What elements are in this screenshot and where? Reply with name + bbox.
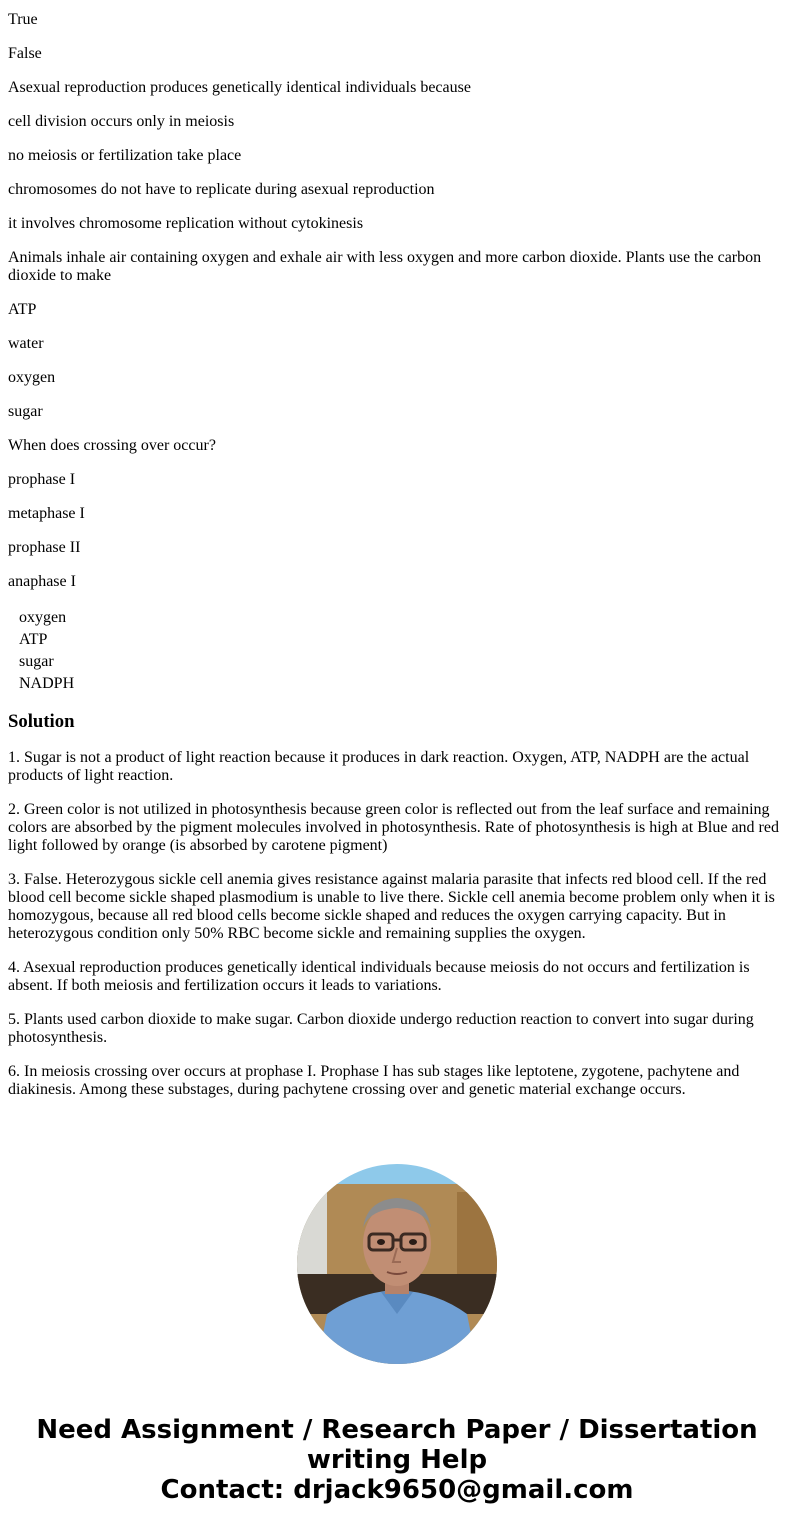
option-item: NADPH: [19, 675, 75, 692]
footer-banner: [0, 1415, 794, 1505]
option-list: [8, 607, 786, 695]
question-line: Animals inhale air containing oxygen and exhale air with less oxygen and more carbon dioxide. Plants use the carbon dioxide to make: [8, 249, 762, 284]
question-line: water: [8, 335, 44, 352]
question-line: ATP: [8, 301, 37, 318]
footer-contact-text: Contact: drjack9650@gmail.com: [160, 1475, 634, 1505]
solution-paragraph: 2. Green color is not utilized in photosynthesis because green color is reflected out from the leaf surface and remaining colors are absorbed by the pigment molecules involved in photosynthesis. Rate of photosynthesis is high at Blue and red light followed by orange (is absorbed by carotene pigment): [8, 801, 779, 854]
solution-paragraph: 1. Sugar is not a product of light reaction because it produces in dark reaction. Oxygen, ATP, NADPH are the actual products of light reaction.: [8, 749, 750, 784]
solution-paragraph: 6. In meiosis crossing over occurs at prophase I. Prophase I has sub stages like leptotene, zygotene, pachytene and diakinesis. Among these substages, during pachytene crossing over and genetic material exchange occurs.: [8, 1063, 740, 1098]
question-line: it involves chromosome replication without cytokinesis: [8, 215, 364, 232]
option-item: oxygen: [19, 609, 67, 626]
option-item: ATP: [19, 631, 48, 648]
solution-paragraph: 3. False. Heterozygous sickle cell anemia gives resistance against malaria parasite that infects red blood cell. If the red blood cell become sickle shaped plasmodium is unable to live there. Sickle cell anemia become problem only when it is homozygous, because all red blood cells become sickle shaped and reduces the oxygen carrying capacity. But in heterozygous condition only 50% RBC become sickle and remaining supplies the oxygen.: [8, 871, 775, 942]
photo-door-carving: [457, 1192, 497, 1282]
document-body: [0, 11, 794, 1099]
photo-eye-left: [377, 1239, 385, 1245]
question-line: prophase II: [8, 539, 81, 556]
photo-eye-right: [409, 1239, 417, 1245]
question-line: prophase I: [8, 471, 76, 488]
question-line: metaphase I: [8, 505, 85, 522]
option-item: sugar: [19, 653, 54, 670]
author-photo: [297, 1164, 497, 1364]
question-line: no meiosis or fertilization take place: [8, 147, 242, 164]
question-line: anaphase I: [8, 573, 76, 590]
solution-paragraph: 5. Plants used carbon dioxide to make sugar. Carbon dioxide undergo reduction reaction to convert into sugar during photosynthesis.: [8, 1011, 754, 1046]
solution-paragraph: 4. Asexual reproduction produces genetically identical individuals because meiosis do not occurs and fertilization is absent. If both meiosis and fertilization occurs it leads to variations.: [8, 959, 750, 994]
question-line: sugar: [8, 403, 43, 420]
question-line: cell division occurs only in meiosis: [8, 113, 235, 130]
footer-help-text: Need Assignment / Research Paper / Dissertation writing Help: [36, 1415, 758, 1475]
question-line: When does crossing over occur?: [8, 437, 216, 454]
question-line: chromosomes do not have to replicate during asexual reproduction: [8, 181, 435, 198]
author-portrait-image: [297, 1164, 497, 1364]
question-line: False: [8, 45, 42, 62]
question-line: Asexual reproduction produces genetically identical individuals because: [8, 79, 471, 96]
question-line: oxygen: [8, 369, 56, 386]
solution-heading: Solution: [8, 711, 75, 732]
question-line: True: [8, 11, 38, 28]
